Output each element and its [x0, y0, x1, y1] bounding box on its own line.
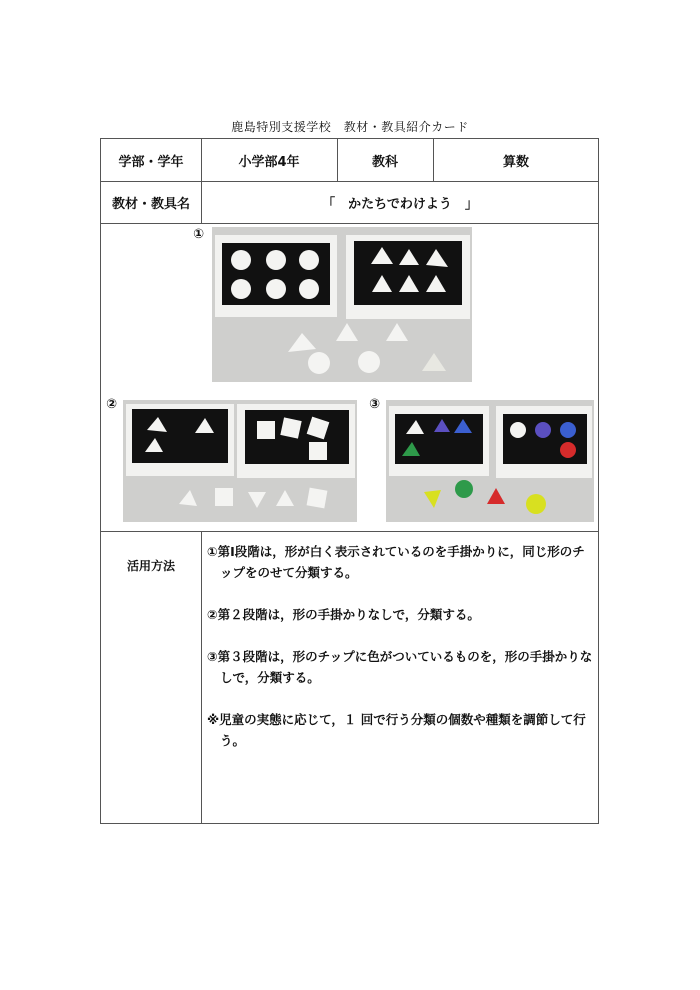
subject-label: 教科 — [371, 154, 398, 170]
photo-stage-3 — [386, 400, 594, 522]
usage-label: 活用方法 — [126, 559, 175, 573]
usage-step-3: ③第３段階は，形のチップに色がついているものを，形の手掛かりなしで，分類する。 — [207, 649, 593, 685]
subject-value: 算数 — [502, 154, 529, 170]
material-name-label: 教材・教具名 — [111, 196, 190, 212]
photo-stage-1 — [212, 227, 472, 382]
usage-step-2: ②第２段階は，形の手掛かりなしで，分類する。 — [207, 607, 480, 622]
photo1-number: ① — [193, 227, 205, 242]
material-card — [100, 138, 599, 824]
material-name-value: 「 かたちでわけよう 」 — [322, 196, 478, 212]
dept-grade-value: 小学部4年 — [238, 154, 300, 170]
usage-description — [207, 541, 595, 772]
photo-stage-2 — [123, 400, 357, 522]
photo2-number: ② — [106, 397, 118, 412]
usage-note: ※児童の実態に応じて，１ 回で行う分類の個数や種類を調節して行う。 — [207, 712, 586, 748]
photo3-number: ③ — [369, 397, 381, 412]
row-divider — [101, 531, 598, 532]
usage-step-1: ①第Ⅰ段階は，形が白く表示されているのを手掛かりに，同じ形のチップをのせて分類する。 — [207, 544, 585, 580]
col-divider — [201, 531, 202, 823]
document-title: 鹿島特別支援学校 教材・教具紹介カード — [231, 120, 469, 134]
row-divider — [101, 223, 598, 224]
dept-grade-label: 学部・学年 — [118, 154, 184, 170]
